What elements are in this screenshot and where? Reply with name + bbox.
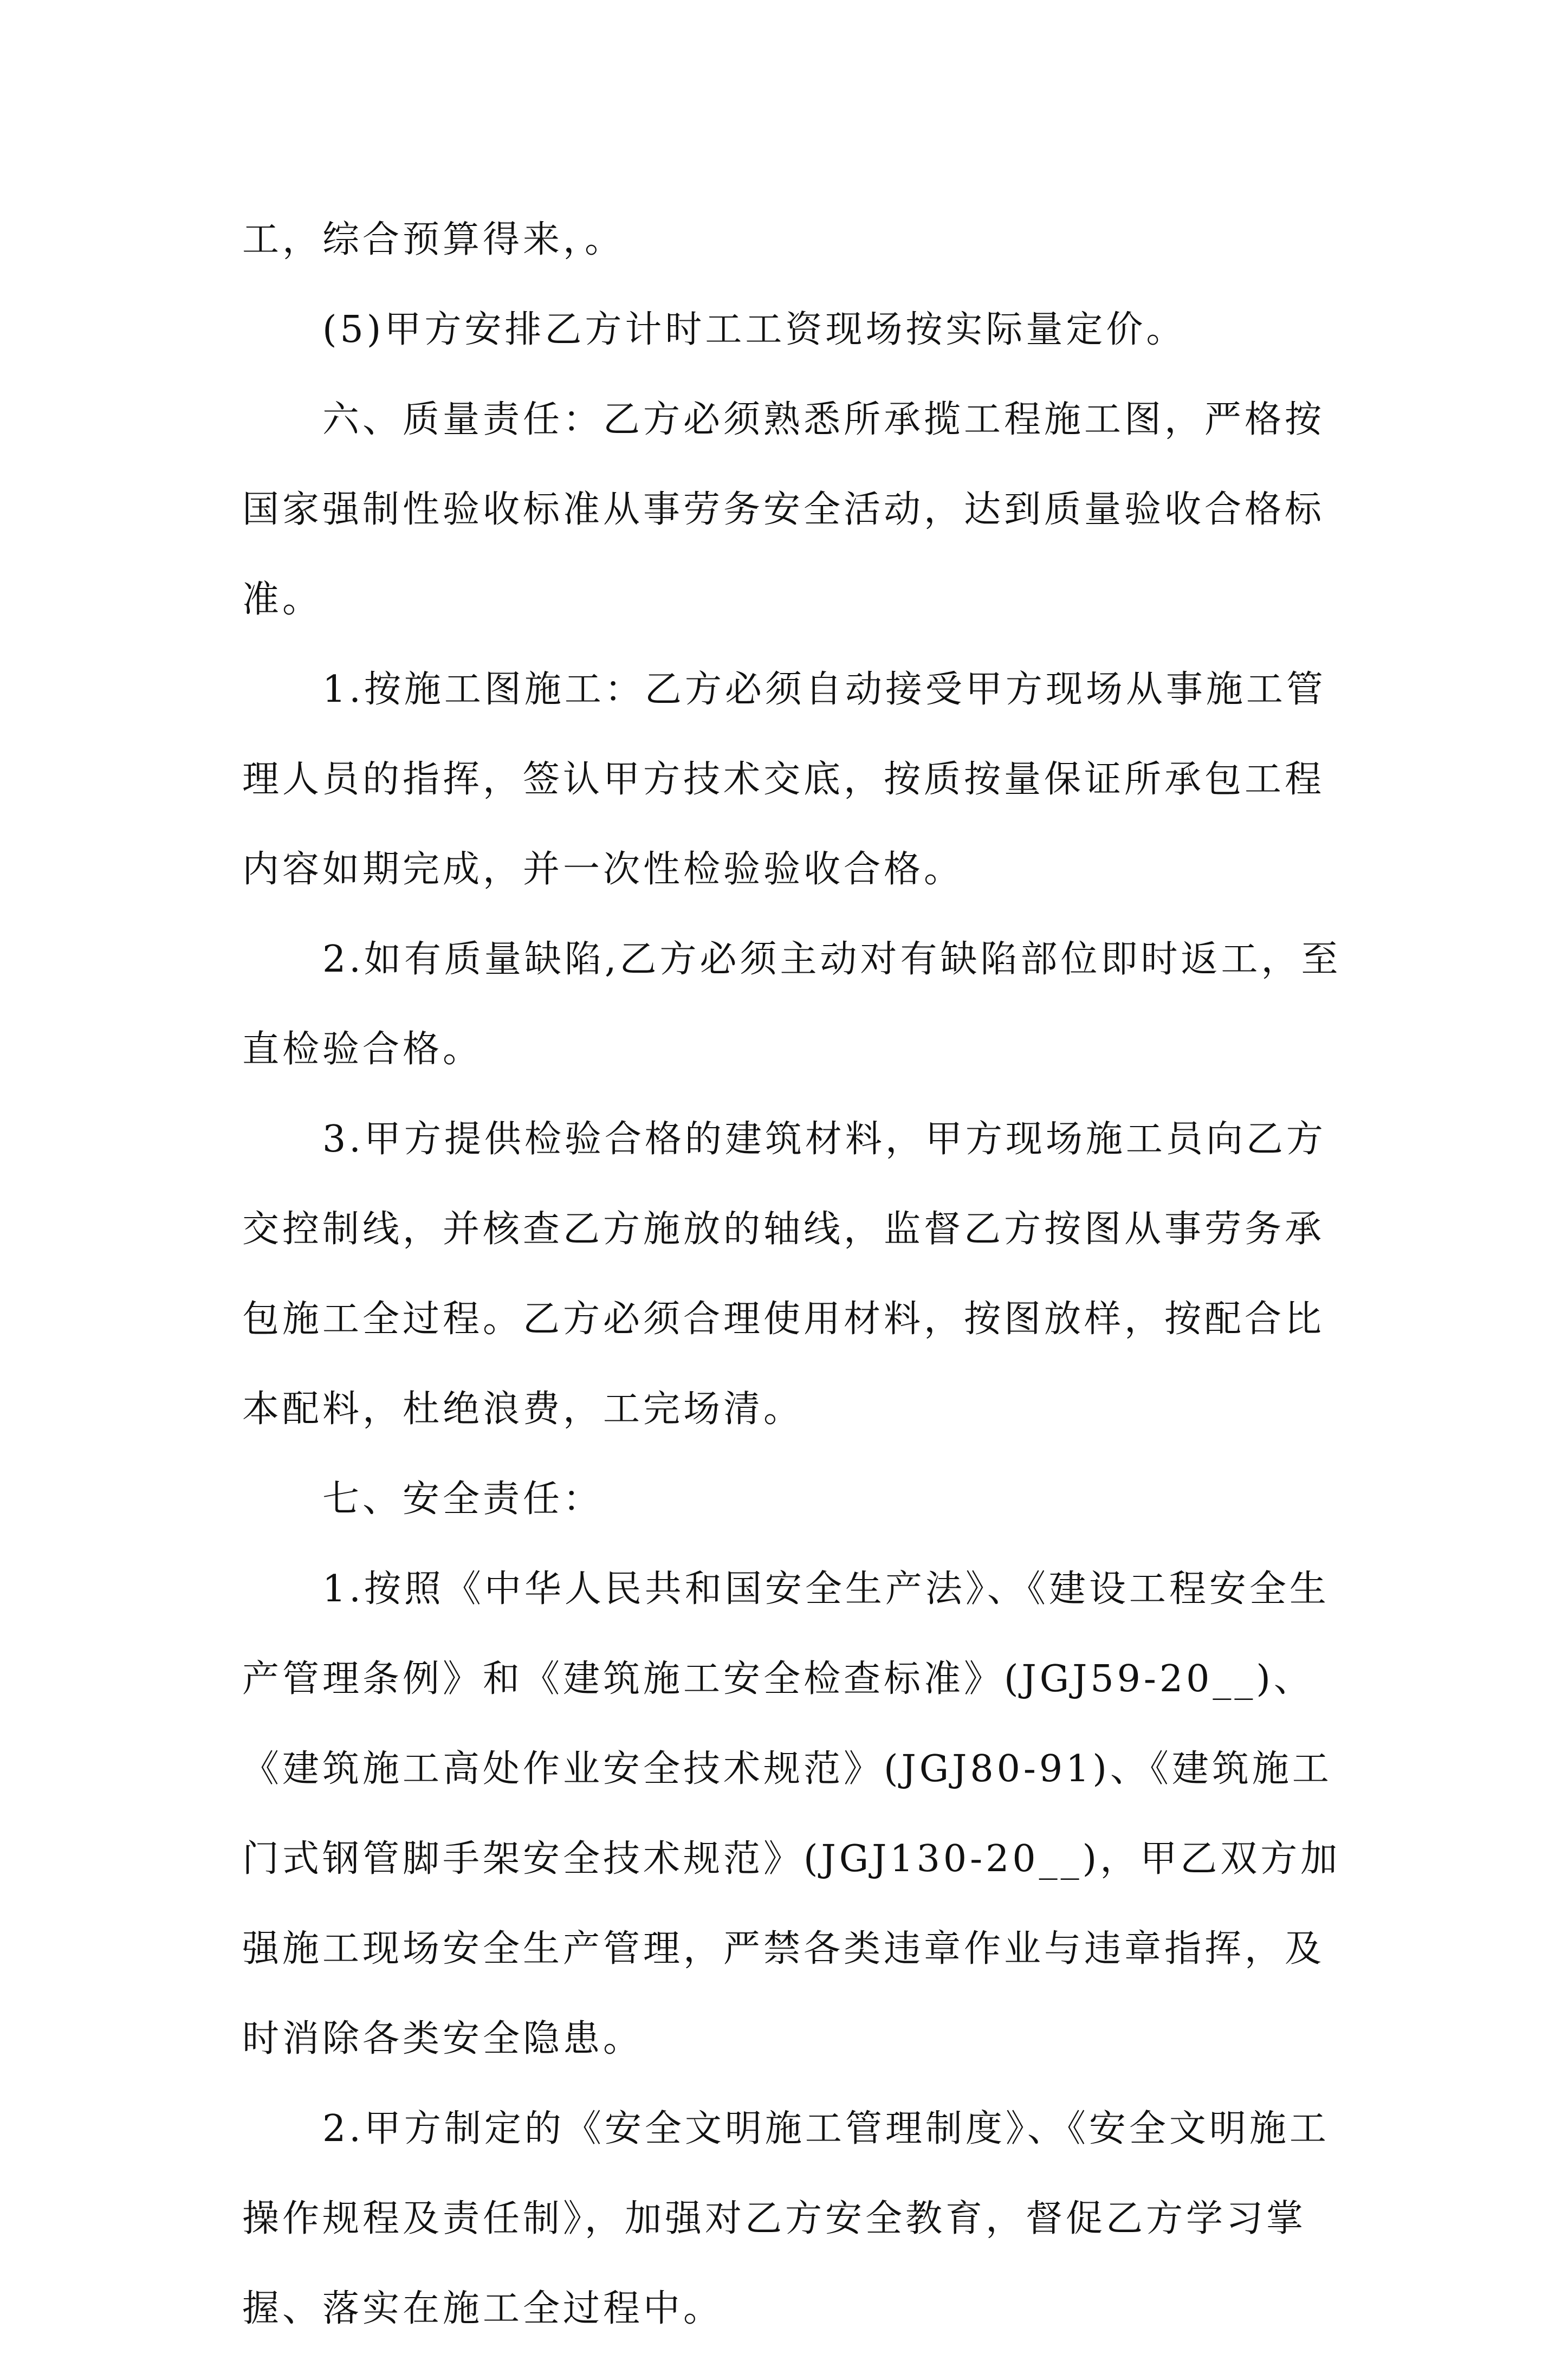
paragraph-item-5: (5)甲方安排乙方计时工工资现场按实际量定价。: [322, 308, 1187, 351]
section-safety-responsibility: 七、安全责任：: [322, 1478, 604, 1521]
safety-clause-1: 1.按照《中华人民共和国安全生产法》、《建设工程安全生产管理条例》和《建筑施工安全检查标准》(JGJ59-20__)、《建筑施工高处作业安全技术规范》(JGJ80-91)、《建筑施工门式钢管脚手架安全技术规范》(JGJ130-20__)，甲乙双方加强施工现场安全生产管理，严禁各类违章作业与违章指挥，及时消除各类安全隐患。: [242, 1568, 1341, 2060]
section-quality-responsibility: 六、质量责任：乙方必须熟悉所承揽工程施工图，严格按国家强制性验收标准从事劳务安全活动，达到质量验收合格标准。: [242, 398, 1325, 621]
quality-clause-2: 2.如有质量缺陷,乙方必须主动对有缺陷部位即时返工，至直检验合格。: [242, 938, 1342, 1071]
quality-clause-1: 1.按施工图施工：乙方必须自动接受甲方现场从事施工管理人员的指挥，签认甲方技术交底，按质按量保证所承包工程内容如期完成，并一次性检验验收合格。: [242, 668, 1326, 891]
paragraph-continuation: 工，综合预算得来，。: [242, 218, 625, 261]
safety-clause-2: 2.甲方制定的《安全文明施工管理制度》、《安全文明施工操作规程及责任制》，加强对乙方安全教育，督促乙方学习掌握、落实在施工全过程中。: [242, 2107, 1330, 2330]
document-body: [242, 195, 1347, 2354]
quality-clause-3: 3.甲方提供检验合格的建筑材料，甲方现场施工员向乙方交控制线，并核查乙方施放的轴线，监督乙方按图从事劳务承包施工全过程。乙方必须合理使用材料，按图放样，按配合比本配料，杜绝浪费，工完场清。: [242, 1118, 1326, 1431]
